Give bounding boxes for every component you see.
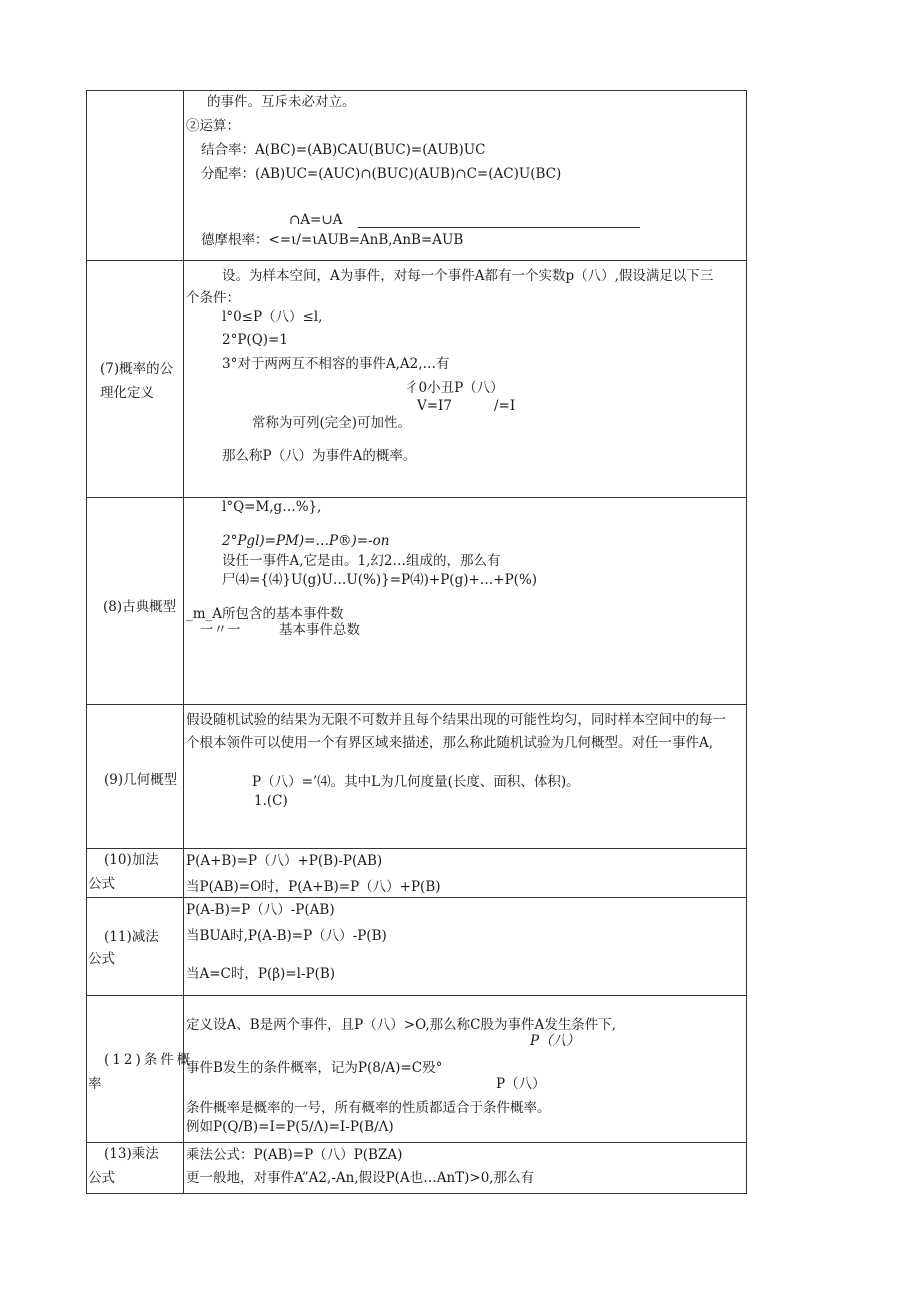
row-divider	[86, 260, 747, 261]
row-label: (11)减法	[104, 929, 159, 945]
text-line: P（八）	[530, 1033, 580, 1049]
text-line: 德摩根率：<=ι/=ιAUB=AnB,AnB=AUB	[201, 232, 464, 248]
text-line: 2°Pgl)=PM)=…P®)=-on	[222, 533, 390, 549]
text-line: 定义设A、B是两个事件，且P（八）>O,那么称C股为事件A发生条件下,	[186, 1017, 617, 1033]
text-line: 例如P(Q/B)=I=P(5∕Λ)=I-P(B∕Λ)	[186, 1119, 394, 1135]
text-line: 乘法公式：P(AB)=P（八）P(BZA)	[186, 1147, 403, 1163]
text-line: 个根本领件可以使用一个有界区域来描述，那么称此随机试验为几何概型。对任一事件A,	[186, 735, 714, 751]
text-line: 设任一事件A,它是由。1,幻2…组成的，那么有	[222, 553, 501, 569]
text-line: P（八）	[496, 1076, 546, 1092]
row-divider	[86, 995, 747, 996]
text-line: 当BUA时,P(A-B)=P（八）-P(B)	[186, 928, 387, 944]
text-line: _m_A所包含的基本事件数	[186, 606, 344, 622]
text-line: 3°对于两两互不相容的事件A,A2,…有	[222, 356, 450, 372]
text-line: 的事件。互斥未必对立。	[207, 94, 356, 110]
text-line: 假设随机试验的结果为无限不可数并且每个结果出现的可能性均匀，同时样本空间中的每一	[186, 712, 726, 728]
formula-underline	[358, 227, 640, 228]
row-divider	[86, 1142, 747, 1143]
row-label: (8)古典概型	[103, 599, 177, 615]
row-label: (10)加法	[104, 852, 159, 868]
text-line: /=I	[494, 398, 516, 414]
text-line: 那么称P（八）为事件A的概率。	[222, 448, 417, 464]
text-line: 个条件：	[186, 290, 240, 306]
text-line: 1.(C)	[254, 793, 288, 809]
row-divider	[86, 848, 747, 849]
row-divider	[86, 704, 747, 705]
row-label: (7)概率的公理化定义	[100, 361, 174, 401]
text-line: 尸⑷={⑷}U(g)U…U(%)}=P⑷)+P(g)+…+P(%)	[222, 572, 538, 588]
row-divider	[86, 497, 747, 498]
text-line: l°0≤P（八）≤l,	[222, 309, 323, 325]
text-line: 更一般地，对事件A”A2,-An,假设P(A也…AnT)>0,那么有	[186, 1170, 535, 1186]
row-label: 公式	[88, 951, 115, 967]
row-divider	[86, 897, 747, 898]
text-line: 设。为样本空间，A为事件，对每一个事件A都有一个实数p（八）,假设满足以下三	[222, 268, 714, 284]
text-line: P(A-B)=P（八）-P(AB)	[186, 902, 335, 918]
row-label: 率	[88, 1076, 102, 1092]
row-label: (9)几何概型	[104, 772, 178, 788]
text-line: P（八）=’⑷。其中L为几何度量(长度、面积、体积)。	[252, 774, 580, 790]
row-label: (12)条件概	[104, 1052, 194, 1068]
text-line: 条件概率是概率的一号，所有概率的性质都适合于条件概率。	[186, 1100, 551, 1116]
text-line: 结合率：A(BC)=(AB)CAU(BUC)=(AUB)UC	[201, 142, 486, 158]
text-line: ∩A=∪A	[289, 212, 343, 228]
text-line: l°Q=M,g…%},	[222, 499, 322, 515]
row-label: (13)乘法	[104, 1146, 159, 1162]
text-line: 分配率：(AB)UC=(AUC)∩(BUC)(AUB)∩C=(AC)U(BC)	[201, 166, 562, 182]
text-line: 彳0小丑P（八）	[405, 380, 504, 396]
column-divider	[183, 90, 184, 1194]
text-line: 2°P(Q)=1	[222, 332, 288, 348]
row-label: 公式	[88, 1170, 115, 1186]
text-line: 当A=C时，P(β)=l-P(B)	[186, 966, 336, 982]
text-line: 当P(AB)=O时，P(A+B)=P（八）+P(B)	[186, 879, 441, 895]
text-line: V=I7	[417, 398, 452, 414]
text-line: 常称为可列(完全)可加性。	[252, 415, 412, 431]
text-line: ②运算：	[186, 118, 240, 134]
text-line: 事件B发生的条件概率，记为P(8∕A)=C殁°	[186, 1060, 443, 1076]
text-line: 基本事件总数	[279, 622, 360, 638]
text-line: 一〃一	[200, 622, 241, 638]
text-line: P(A+B)=P（八）+P(B)-P(AB)	[186, 853, 383, 869]
row-label: 公式	[88, 876, 115, 892]
